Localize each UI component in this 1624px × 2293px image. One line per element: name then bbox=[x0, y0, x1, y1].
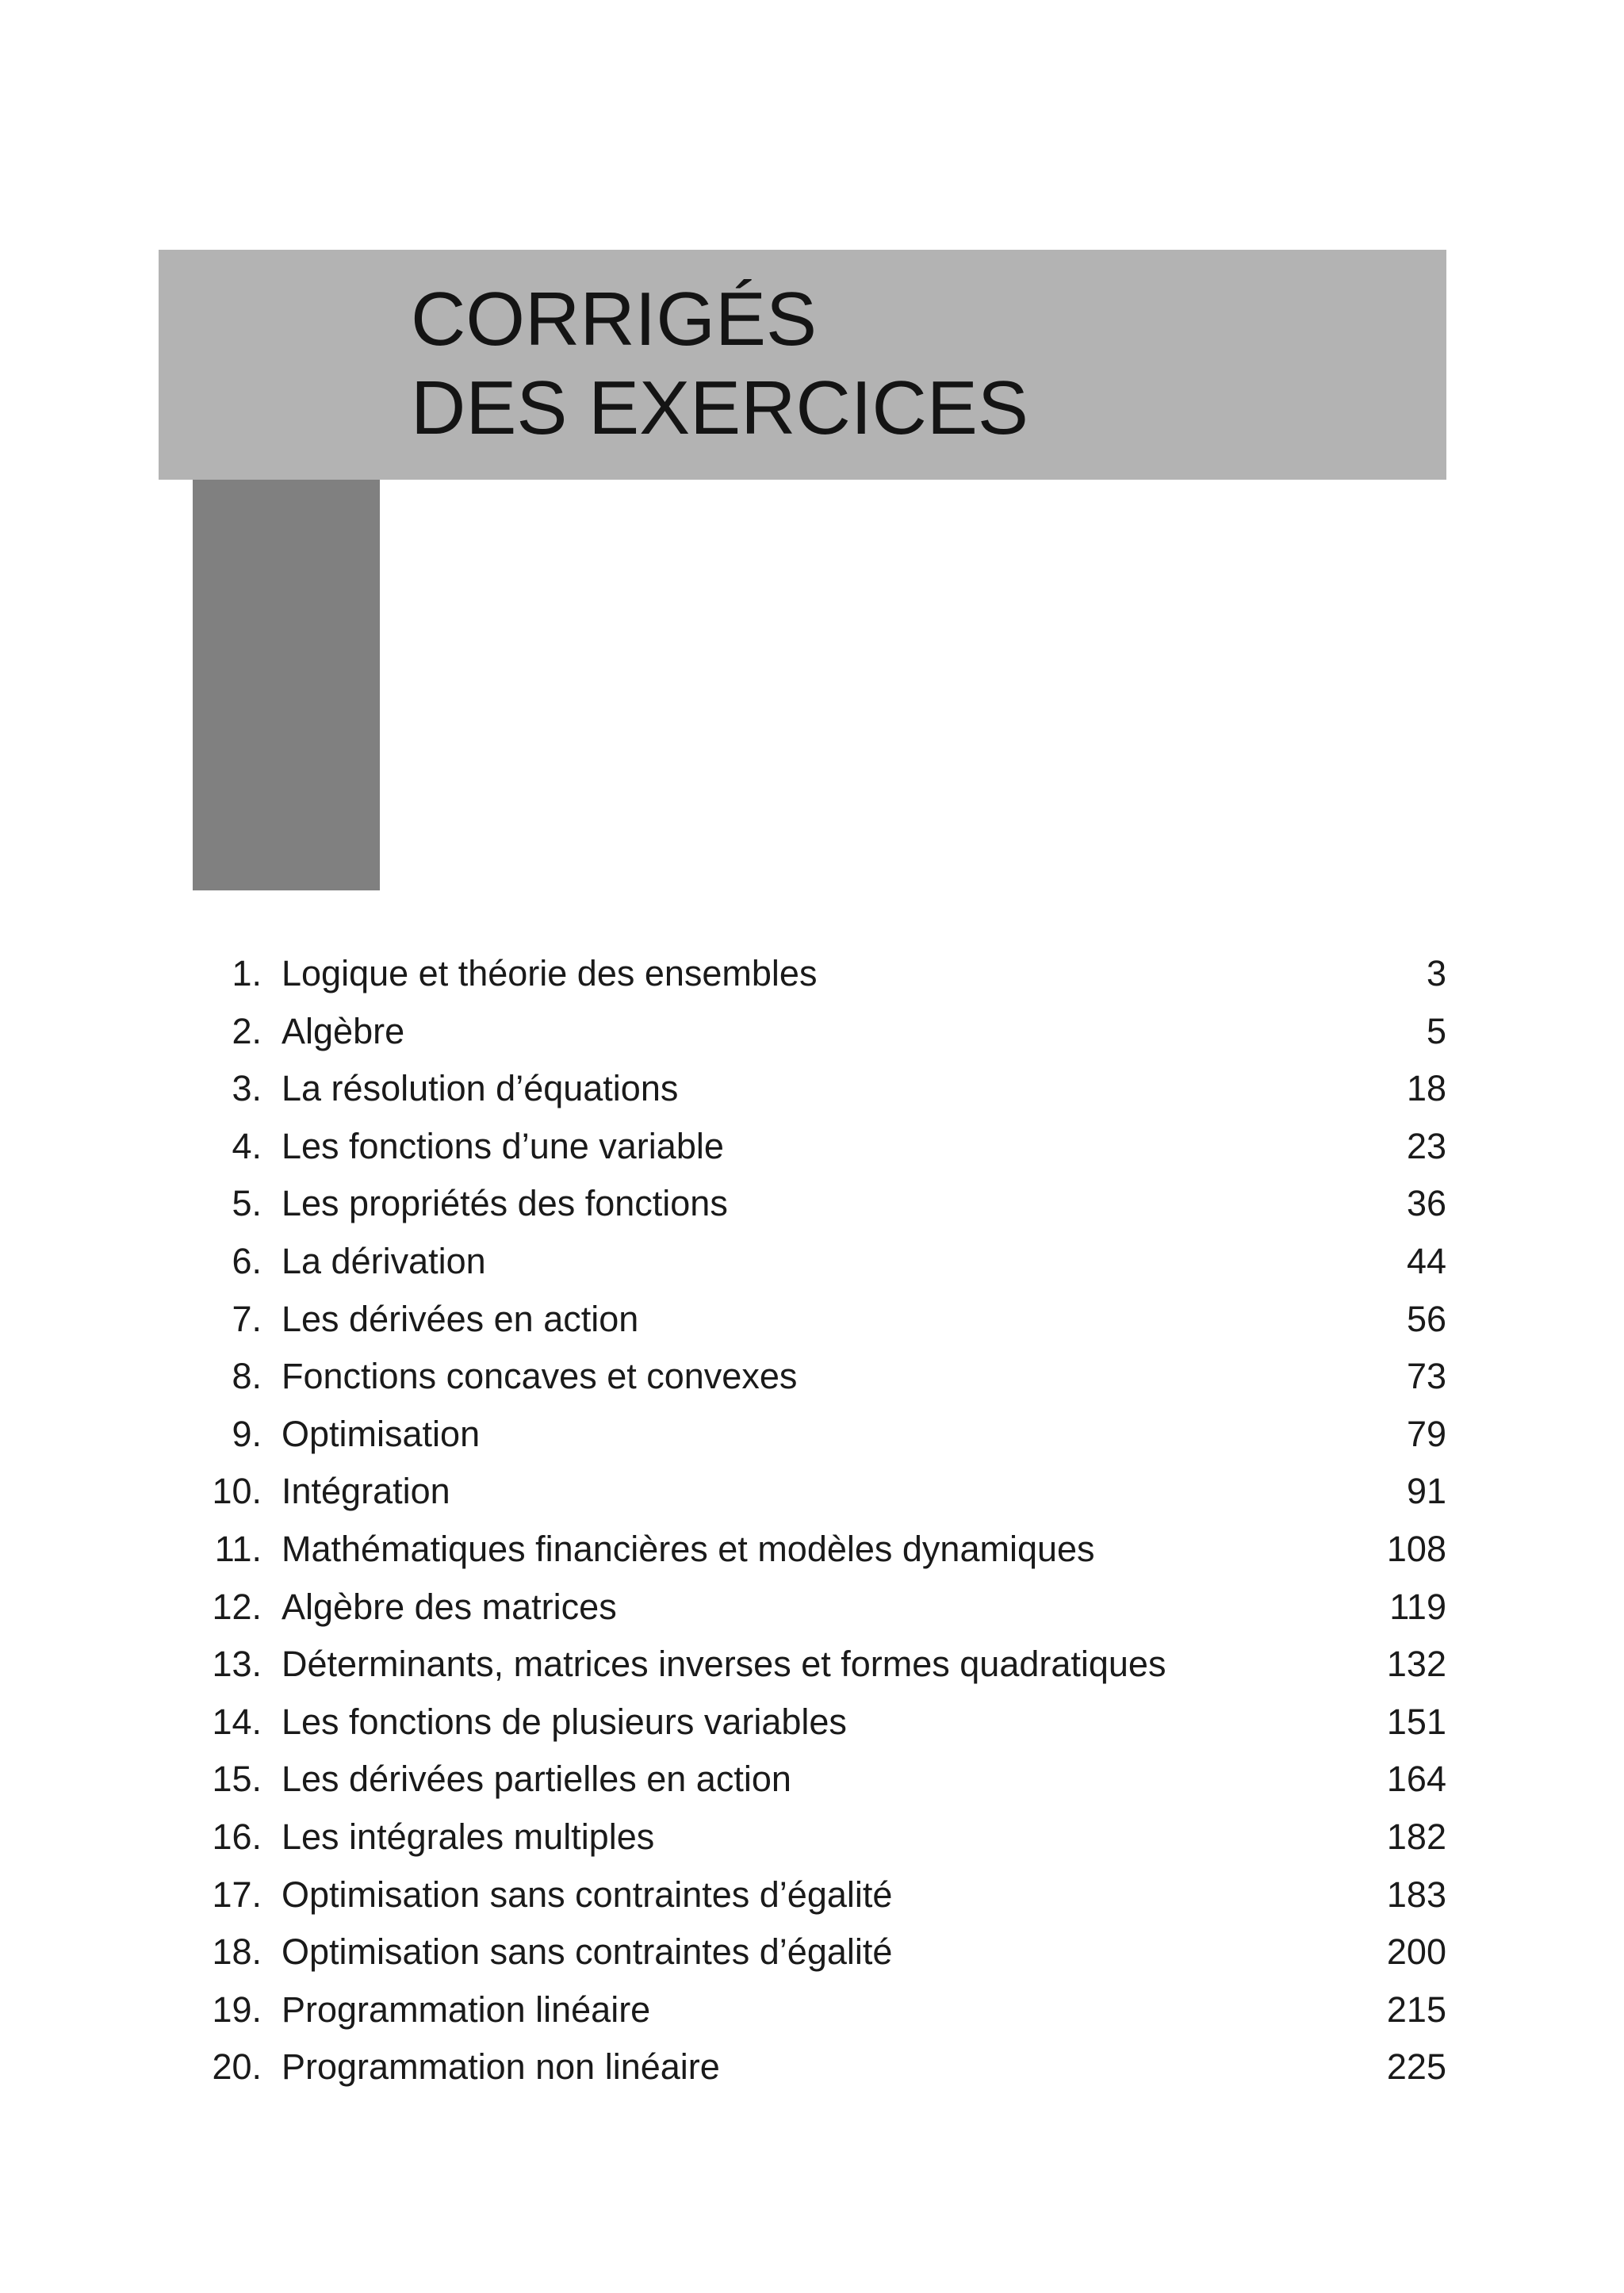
toc-entry-page: 79 bbox=[1406, 1413, 1446, 1454]
toc-entry bbox=[159, 1751, 1446, 1809]
toc-entry bbox=[159, 1348, 1446, 1406]
toc-entry-title: Logique et théorie des ensembles bbox=[282, 953, 818, 993]
toc-entry bbox=[159, 1406, 1446, 1464]
toc-entry-page: 36 bbox=[1406, 1183, 1446, 1224]
toc-entry-number: 1. bbox=[232, 953, 262, 993]
chapter-title-line-1: CORRIGÉS bbox=[411, 277, 818, 362]
decorative-tab-block bbox=[193, 480, 380, 890]
toc-entry bbox=[159, 1003, 1446, 1061]
toc-entry bbox=[159, 1463, 1446, 1521]
toc-entry-title: Optimisation sans contraintes d’égalité bbox=[282, 1931, 893, 1973]
chapter-title bbox=[411, 275, 1028, 453]
toc-entry-number: 4. bbox=[232, 1125, 262, 1166]
toc-entry-title: Déterminants, matrices inverses et formes quadratiques bbox=[282, 1644, 1166, 1685]
toc-entry-number: 11. bbox=[214, 1528, 262, 1569]
toc-entry-number: 18. bbox=[212, 1931, 262, 1973]
toc-entry bbox=[159, 1694, 1446, 1751]
toc-entry-number: 8. bbox=[232, 1356, 262, 1397]
toc-entry-title: Les dérivées partielles en action bbox=[282, 1759, 791, 1800]
toc-entry-number: 16. bbox=[212, 1816, 262, 1857]
toc-entry-number: 14. bbox=[212, 1701, 262, 1742]
toc-entry-number: 2. bbox=[232, 1010, 262, 1051]
toc-entry bbox=[159, 1060, 1446, 1118]
toc-entry-number: 3. bbox=[232, 1068, 262, 1109]
toc-entry-title: Les dérivées en action bbox=[282, 1298, 639, 1339]
toc-entry-number: 7. bbox=[232, 1298, 262, 1339]
table-of-contents bbox=[159, 945, 1446, 2096]
toc-entry-title: Programmation linéaire bbox=[282, 1989, 651, 2030]
toc-entry-number: 15. bbox=[212, 1759, 262, 1800]
toc-entry-title: Optimisation sans contraintes d’égalité bbox=[282, 1874, 893, 1915]
toc-entry-title: Algèbre des matrices bbox=[282, 1586, 617, 1627]
toc-entry-number: 10. bbox=[212, 1471, 262, 1512]
toc-entry-title: Mathématiques financières et modèles dynamiques bbox=[282, 1528, 1095, 1569]
toc-entry-page: 182 bbox=[1386, 1816, 1446, 1857]
toc-entry-page: 225 bbox=[1386, 2046, 1446, 2088]
chapter-header-band bbox=[159, 250, 1446, 480]
toc-entry-title: Optimisation bbox=[282, 1413, 481, 1454]
toc-entry-page: 18 bbox=[1406, 1068, 1446, 1109]
toc-entry bbox=[159, 1866, 1446, 1924]
toc-entry-page: 200 bbox=[1386, 1931, 1446, 1973]
toc-entry-page: 108 bbox=[1386, 1528, 1446, 1569]
toc-entry bbox=[159, 1291, 1446, 1349]
toc-entry-page: 132 bbox=[1386, 1644, 1446, 1685]
toc-entry-page: 3 bbox=[1426, 953, 1446, 993]
toc-entry bbox=[159, 1521, 1446, 1579]
toc-entry-title: Les fonctions d’une variable bbox=[282, 1125, 724, 1166]
toc-entry-number: 17. bbox=[212, 1874, 262, 1915]
toc-entry-title: La résolution d’équations bbox=[282, 1068, 679, 1109]
toc-entry-title: La dérivation bbox=[282, 1240, 486, 1281]
toc-entry-title: Intégration bbox=[282, 1471, 450, 1512]
toc-entry-number: 12. bbox=[212, 1586, 262, 1627]
toc-entry-page: 23 bbox=[1406, 1125, 1446, 1166]
toc-entry bbox=[159, 1924, 1446, 1981]
toc-entry bbox=[159, 1636, 1446, 1694]
toc-entry-page: 91 bbox=[1406, 1471, 1446, 1512]
toc-entry-page: 56 bbox=[1406, 1298, 1446, 1339]
toc-entry bbox=[159, 1579, 1446, 1636]
toc-entry-page: 73 bbox=[1406, 1356, 1446, 1397]
toc-entry-number: 9. bbox=[232, 1413, 262, 1454]
toc-entry bbox=[159, 1981, 1446, 2039]
toc-entry-page: 183 bbox=[1386, 1874, 1446, 1915]
toc-entry-number: 19. bbox=[212, 1989, 262, 2030]
toc-entry-page: 215 bbox=[1386, 1989, 1446, 2030]
toc-entry bbox=[159, 945, 1446, 1003]
toc-entry-page: 119 bbox=[1389, 1586, 1446, 1627]
toc-entry-number: 5. bbox=[232, 1183, 262, 1224]
chapter-title-line-2: DES EXERCICES bbox=[411, 366, 1028, 450]
toc-entry-page: 44 bbox=[1406, 1240, 1446, 1281]
toc-entry-title: Les propriétés des fonctions bbox=[282, 1183, 728, 1224]
toc-entry-title: Programmation non linéaire bbox=[282, 2046, 720, 2088]
toc-entry-title: Algèbre bbox=[282, 1010, 405, 1051]
toc-entry-number: 20. bbox=[212, 2046, 262, 2088]
toc-entry-page: 151 bbox=[1386, 1701, 1446, 1742]
toc-entry-page: 5 bbox=[1426, 1010, 1446, 1051]
toc-entry bbox=[159, 1118, 1446, 1176]
toc-entry bbox=[159, 2038, 1446, 2096]
toc-entry bbox=[159, 1175, 1446, 1233]
toc-entry-number: 6. bbox=[232, 1240, 262, 1281]
toc-entry-number: 13. bbox=[212, 1644, 262, 1685]
toc-entry-title: Les intégrales multiples bbox=[282, 1816, 655, 1857]
toc-entry-page: 164 bbox=[1386, 1759, 1446, 1800]
toc-entry-title: Les fonctions de plusieurs variables bbox=[282, 1701, 847, 1742]
toc-entry-title: Fonctions concaves et convexes bbox=[282, 1356, 798, 1397]
toc-entry bbox=[159, 1809, 1446, 1866]
toc-entry bbox=[159, 1233, 1446, 1291]
